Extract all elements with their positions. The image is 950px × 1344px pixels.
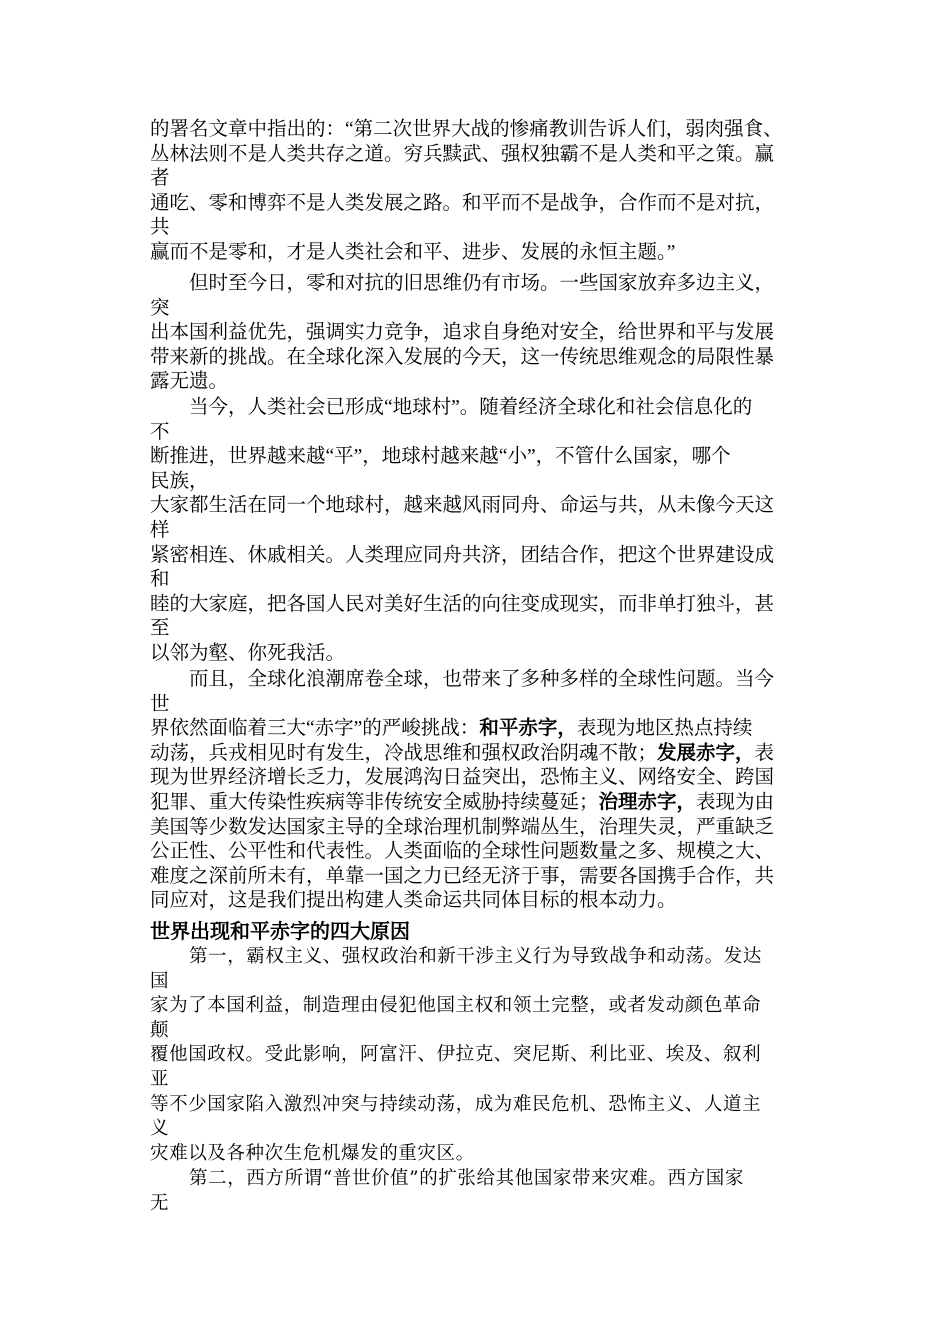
paragraph-quote: [150, 118, 800, 266]
text-line: 亚: [150, 1068, 170, 1090]
text-line: 国: [150, 970, 170, 992]
text-line: 家为了本国利益，制造理由侵犯他国主权和领土完整，或者发动颜色革命: [150, 995, 762, 1017]
text-line: 丛林法则不是人类共存之道。穷兵黩武、强权独霸不是人类和平之策。赢: [150, 143, 775, 165]
text-line: 断推进，世界越来越“平”，地球村越来越“小”，不管什么国家，哪个: [150, 446, 731, 468]
text-line: 公正性、公平性和代表性。人类面临的全球性问题数量之多、规模之大、: [150, 841, 775, 863]
text-line: 共: [150, 217, 170, 239]
text-line: 露无遗。: [150, 371, 229, 393]
text-line: [150, 717, 800, 742]
text-line: 样: [150, 519, 170, 541]
text-line: 至: [150, 618, 170, 640]
text-line: 带来新的挑战。在全球化深入发展的今天，这一传统思维观念的局限性暴: [150, 346, 775, 368]
paragraph-old-thinking: [150, 272, 800, 395]
text-line: 颠: [150, 1019, 170, 1041]
text-line: 第二，西方所谓“普世价值”的扩张给其他国家带来灾难。西方国家: [189, 1168, 744, 1189]
text-line: 不: [150, 421, 170, 443]
text-line: 突: [150, 297, 170, 319]
text-line: [150, 791, 800, 816]
text-line: 和: [150, 569, 170, 591]
text-line: 睦的大家庭，把各国人民对美好生活的向往变成现实，而非单打独斗，甚: [150, 593, 775, 615]
text-line: 无: [150, 1192, 170, 1214]
paragraph-global-village: [150, 396, 800, 667]
paragraph-reason-one: [150, 945, 800, 1166]
section-heading: 世界出现和平赤字的四大原因: [150, 919, 410, 943]
text-line: 同应对，这是我们提出构建人类命运共同体目标的根本动力。: [150, 890, 677, 912]
text-line: 紧密相连、休戚相关。人类理应同舟共济，团结合作，把这个世界建设成: [150, 544, 775, 566]
text-line: 而且，全球化浪潮席卷全球，也带来了多种多样的全球性问题。当今: [189, 669, 775, 690]
paragraph-three-deficits: [150, 668, 800, 914]
text-span: 表现为地区热点持续: [576, 718, 753, 740]
text-line: [150, 742, 800, 767]
bold-term-development-deficit: 发展赤字，: [657, 742, 755, 764]
text-span: 界依然面临着三大“赤字”的严峻挑战：: [150, 718, 480, 740]
text-span: 动荡，兵戎相见时有发生，冷战思维和强权政治阴魂不散；: [150, 742, 658, 764]
text-span: 犯罪、重大传染性疾病等非传统安全威胁持续蔓延；: [150, 791, 599, 813]
text-line: 美国等少数发达国家主导的全球治理机制弊端丛生，治理失灵，严重缺乏: [150, 816, 775, 838]
text-line: 以邻为壑、你死我活。: [150, 642, 346, 664]
text-line: 民族，: [150, 470, 209, 492]
text-line: 者: [150, 168, 170, 190]
bold-term-governance-deficit: 治理赤字，: [598, 791, 697, 813]
paragraph-reason-two: [150, 1167, 800, 1216]
text-line: 覆他国政权。受此影响，阿富汗、伊拉克、突尼斯、利比亚、埃及、叙利: [150, 1044, 762, 1066]
text-line: 但时至今日，零和对抗的旧思维仍有市场。一些国家放弃多边主义，: [189, 273, 775, 294]
text-line: 世: [150, 693, 170, 715]
text-line: 义: [150, 1118, 170, 1140]
text-line: 大家都生活在同一个地球村，越来越风雨同舟、命运与共，从未像今天这: [150, 495, 775, 517]
text-line: 赢而不是零和，才是人类社会和平、进步、发展的永恒主题。”: [150, 241, 676, 263]
text-line: 第一，霸权主义、强权政治和新干涉主义行为导致战争和动荡。发达: [189, 946, 763, 967]
text-line: 当今，人类社会已形成“地球村”。随着经济全球化和社会信息化的: [189, 397, 753, 418]
text-line: 现为世界经济增长乏力，发展鸿沟日益突出，恐怖主义、网络安全、跨国: [150, 767, 775, 789]
text-line: 出本国利益优先，强调实力竞争，追求自身绝对安全，给世界和平与发展: [150, 322, 775, 344]
text-span: 表现为由: [696, 791, 775, 813]
text-line: 灾难以及各种次生危机爆发的重灾区。: [150, 1142, 475, 1164]
text-line: 难度之深前所未有，单靠一国之力已经无济于事，需要各国携手合作，共: [150, 865, 775, 887]
bold-term-peace-deficit: 和平赤字，: [479, 718, 577, 740]
text-line: 等不少国家陷入激烈冲突与持续动荡，成为难民危机、恐怖主义、人道主: [150, 1093, 762, 1115]
text-span: 表: [754, 742, 775, 764]
text-line: 通吃、零和博弈不是人类发展之路。和平而不是战争，合作而不是对抗，: [150, 192, 775, 214]
text-line: 的署名文章中指出的：“第二次世界大战的惨痛教训告诉人们，弱肉强食、: [150, 119, 783, 140]
